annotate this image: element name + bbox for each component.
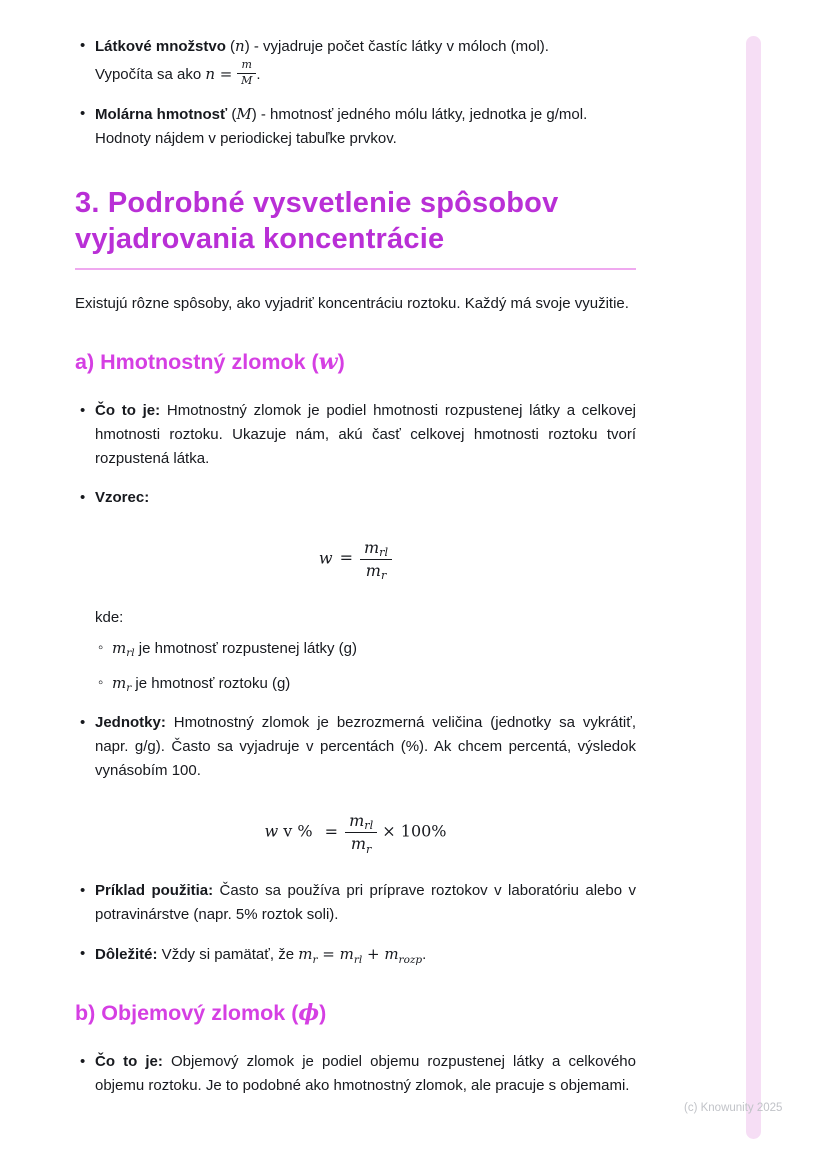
bullet-co-to-je-a [95,399,636,471]
text-run: Hmotnostný zlomok je podiel hmotnosti rozpustenej látky a celkovej hmotnosti roztoku. Ukazuje nám, akú časť celkovej hmotnosti roztoku tvorí rozpustená látka. [95,401,636,467]
subsection-b-title-text: b) Objemový zlomok ( [75,1001,299,1026]
equals-sign: = [215,65,238,84]
bullet-bold-label: Jednotky: [95,714,166,731]
subsection-a-title-text: a) Hmotnostný zlomok ( [75,349,319,374]
subscript-rl: rl [126,647,135,660]
times-100-percent: × 100% [377,821,447,841]
kde-block [95,606,636,696]
math-var-n: n [205,65,216,84]
math-var-n: n [235,37,245,55]
bullet-bold-label: Vzorec: [95,488,150,506]
text-run: . [422,946,427,964]
bullet-priklad-pouzitia [95,879,636,927]
text-run: je hmotnosť roztoku (g) [131,675,291,692]
math-var-w: w [264,821,279,841]
text-run: . [256,66,261,84]
subscript-r: r [380,569,387,583]
fraction-denominator [360,560,392,583]
formula-mass-fraction-percent [75,811,636,856]
text-run: Hmotnostný zlomok je bezrozmerná veličina (jednotky sa vykrátiť, napr. g/g). Často sa vyjadruje v percentách (%). Ak chcem percentá, výsledok vynásobím 100. [95,714,636,779]
decorative-stripe [746,36,761,1139]
section-title: 3. Podrobné vysvetlenie spôsobov vyjadrovania koncentrácie [75,187,559,256]
fraction-numerator [237,59,256,74]
text-run: ( [225,38,236,55]
subsection-b-title-close: ) [319,1001,327,1026]
subsection-a-title-close: ) [337,349,345,374]
fraction [237,59,256,87]
text-run: Vypočíta sa ako [95,66,206,84]
bullet-bold-label: Príklad použitia: [95,882,214,900]
equals-sign: = [324,821,339,841]
fraction-denominator [345,833,377,856]
inline-formula-mr-equals-mrl-plus-mrozp [298,945,423,966]
list-item-latkove-mnozstvo [95,34,636,87]
intro-paragraph: Existujú rôzne spôsoby, ako vyjadriť koncentráciu roztoku. Každý má svoje využitie. [75,294,629,312]
bullet-bold-label: Čo to je: [95,401,161,419]
document-content [75,34,636,1113]
text-run: ) - vyjadruje počet častíc látky v móloch (mol). [244,38,549,55]
kde-item-mrl [112,636,636,661]
bullet-vzorec [95,486,636,510]
subscript-rl: rl [353,953,363,966]
math-var-M: M [241,74,253,88]
subsection-b-title [75,999,636,1028]
math-var-w: w [318,348,338,375]
mass-fraction-list-1 [75,399,636,510]
bullet-co-to-je-b [95,1050,636,1098]
subsection-a-title [75,348,636,377]
subscript-r: r [366,842,372,856]
text-run: ) - hmotnosť jedného mólu látky, jednotka je g/mol. [251,106,588,124]
math-var-m: m [241,58,252,71]
text-run: Vždy si pamätať, že [157,946,299,964]
text-run: Často sa používa pri príprave roztokov v laboratóriu alebo v potravinárstve (napr. 5% roztok soli). [95,882,636,924]
math-var-m: m [112,674,127,692]
volume-fraction-list [75,1050,636,1098]
mass-fraction-list-2 [75,711,636,783]
text-run: Hodnoty nájdem v periodickej tabuľke prvkov. [95,130,397,148]
fraction [360,537,392,583]
math-var-m: m [365,560,381,580]
text-run: ( [227,106,237,124]
mass-fraction-list-3 [75,879,636,967]
subscript-rozp: rozp [398,953,423,966]
formula-mass-fraction [75,537,636,583]
fraction-numerator [360,538,392,560]
math-var-m: m [350,834,367,854]
section-divider [75,268,636,270]
inline-formula-n-equals-m-over-M [205,58,256,88]
math-var-m: m [298,945,313,964]
math-var-M: M [236,105,252,124]
math-var-w: w [318,548,333,568]
fraction-denominator [237,74,256,87]
kde-item-mr [112,671,636,696]
subscript-rl: rl [364,819,374,833]
plus-sign: + [362,945,385,964]
equals-sign: = [317,945,340,964]
list-item-molarna-hmotnost [95,102,636,151]
term-bold: Molárna hmotnosť [95,106,228,124]
term-bold: Látkové množstvo [95,38,226,55]
text-v-percent: v % [278,821,318,841]
text-run: Objemový zlomok je podiel objemu rozpustenej látky a celkového objemu roztoku. Je to podobné ako hmotnostný zlomok, ale pracuje s objemami. [95,1053,636,1095]
kde-list [95,636,636,696]
math-var-m: m [364,537,380,557]
text-run: je hmotnosť rozpustenej látky (g) [134,640,358,657]
subscript-r: r [312,953,318,966]
math-var-phi: ϕ [298,1000,320,1027]
equals-sign: = [339,548,353,568]
math-var-m: m [349,811,365,830]
math-var-m: m [339,945,354,964]
fraction-numerator [345,811,377,833]
bullet-bold-label: Dôležité: [95,946,158,964]
definitions-list [75,34,636,151]
math-var-m: m [384,945,399,964]
subscript-r: r [126,682,132,695]
fraction [345,811,377,856]
kde-label: kde: [95,609,124,626]
bullet-jednotky [95,711,636,783]
subscript-rl: rl [379,545,389,559]
bullet-bold-label: Čo to je: [95,1053,163,1071]
bullet-dolezite [95,942,636,967]
math-var-m: m [112,639,127,657]
footer-credit: (c) Knowunity 2025 [684,1102,783,1114]
